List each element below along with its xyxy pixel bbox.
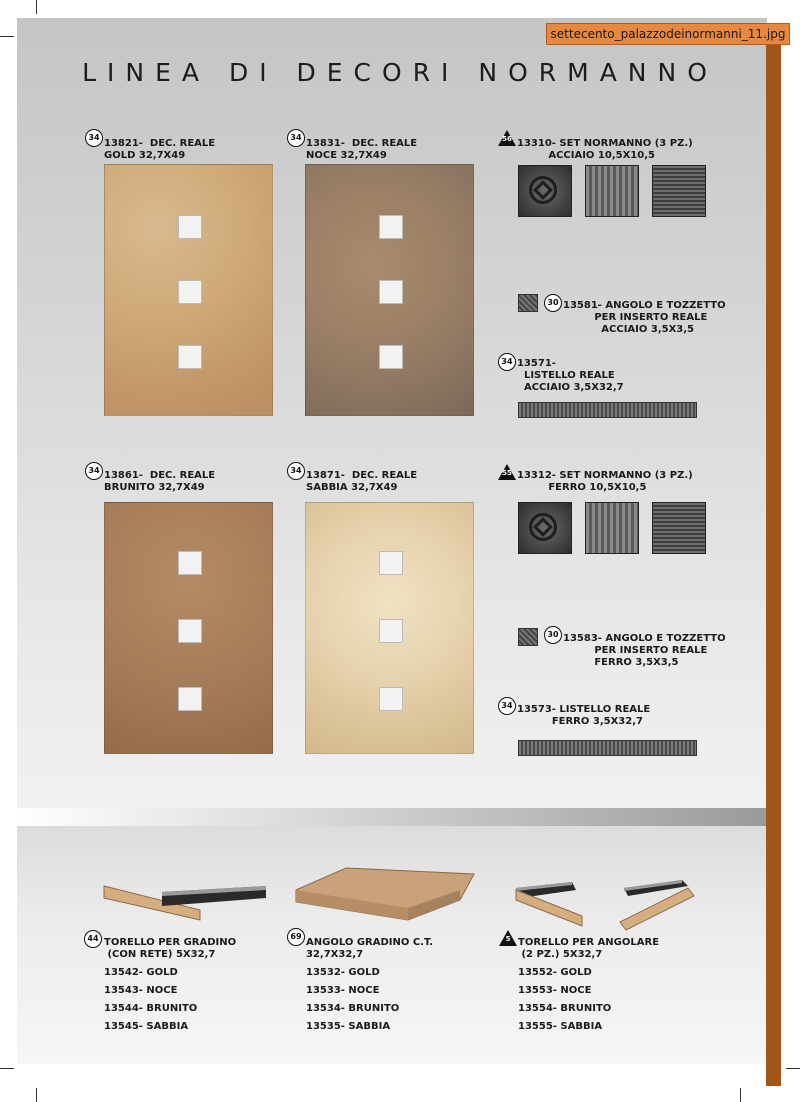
tile-gold xyxy=(104,164,273,416)
product-label-13310: 13310- SET NORMANNO (3 PZ.) ACCIAIO 10,5X10,5 xyxy=(517,138,693,161)
product-label-13573: 13573- LISTELLO REALE FERRO 3,5X32,7 xyxy=(517,704,651,727)
metal-insert-texture xyxy=(652,502,706,554)
tile-inset xyxy=(178,619,202,643)
metal-insert-texture xyxy=(585,165,639,217)
angolo-gradino-image xyxy=(290,862,480,924)
tile-inset xyxy=(178,551,202,575)
tile-noce xyxy=(305,164,474,416)
code-list-item: 13555- SABBIA xyxy=(518,1021,603,1032)
tile-sabbia xyxy=(305,502,474,754)
price-badge: 34 xyxy=(498,353,516,371)
product-label-13821: 13821- DEC. REALE GOLD 32,7X49 xyxy=(104,138,216,161)
corner-piece xyxy=(518,628,538,646)
product-label-13581: 13581- ANGOLO E TOZZETTO PER INSERTO REALE ACCIAIO 3,5X3,5 xyxy=(563,300,726,335)
crop-mark xyxy=(36,0,37,14)
product-title-torello-angolare: TORELLO PER ANGOLARE (2 PZ.) 5X32,7 xyxy=(518,937,660,960)
code-list-item: 13554- BRUNITO xyxy=(518,1003,612,1014)
price-badge: 30 xyxy=(544,294,562,312)
price-badge: 34 xyxy=(85,462,103,480)
product-label-13871: 13871- DEC. REALE SABBIA 32,7X49 xyxy=(306,470,418,493)
code-list-item: 13534- BRUNITO xyxy=(306,1003,400,1014)
code-list-item: 13553- NOCE xyxy=(518,985,592,996)
price-badge-triangle: 55 xyxy=(498,464,516,480)
metal-insert-knot xyxy=(518,165,572,217)
side-accent-bar xyxy=(766,40,781,1086)
code-list-item: 13542- GOLD xyxy=(104,967,178,978)
price-badge-triangle: 5 xyxy=(499,930,517,946)
code-list-item: 13545- SABBIA xyxy=(104,1021,189,1032)
price-badge: 34 xyxy=(287,129,305,147)
tile-inset xyxy=(178,345,202,369)
code-list-item: 13533- NOCE xyxy=(306,985,380,996)
tile-inset xyxy=(379,551,403,575)
product-label-13312: 13312- SET NORMANNO (3 PZ.) FERRO 10,5X10,5 xyxy=(517,470,693,493)
code-list-item: 13552- GOLD xyxy=(518,967,592,978)
torello-gradino-image xyxy=(100,880,270,924)
product-label-13861: 13861- DEC. REALE BRUNITO 32,7X49 xyxy=(104,470,216,493)
code-list-item: 13532- GOLD xyxy=(306,967,380,978)
price-badge: 34 xyxy=(287,462,305,480)
file-name-label: settecento_palazzodeinormanni_11.jpg xyxy=(546,23,790,45)
tile-inset xyxy=(178,687,202,711)
tile-brunito xyxy=(104,502,273,754)
tile-inset xyxy=(379,215,403,239)
listello-strip xyxy=(518,740,697,756)
metal-insert-knot xyxy=(518,502,572,554)
code-list-item: 13544- BRUNITO xyxy=(104,1003,198,1014)
price-badge: 69 xyxy=(287,928,305,946)
product-title-torello-gradino: TORELLO PER GRADINO (CON RETE) 5X32,7 xyxy=(104,937,237,960)
product-label-13583: 13583- ANGOLO E TOZZETTO PER INSERTO REALE FERRO 3,5X3,5 xyxy=(563,633,726,668)
code-list-item: 13543- NOCE xyxy=(104,985,178,996)
page-title: LINEA DI DECORI NORMANNO xyxy=(82,58,718,87)
listello-strip xyxy=(518,402,697,418)
tile-inset xyxy=(379,280,403,304)
price-badge: 34 xyxy=(85,129,103,147)
crop-mark xyxy=(740,1088,741,1102)
price-badge: 34 xyxy=(498,697,516,715)
tile-inset xyxy=(379,687,403,711)
tile-inset xyxy=(379,345,403,369)
tile-inset xyxy=(178,215,202,239)
code-list-item: 13535- SABBIA xyxy=(306,1021,391,1032)
divider-band xyxy=(17,808,767,826)
crop-mark xyxy=(36,1088,37,1102)
tile-inset xyxy=(379,619,403,643)
torello-angolare-image xyxy=(512,876,702,932)
price-badge: 44 xyxy=(84,930,102,948)
metal-insert-texture xyxy=(585,502,639,554)
product-label-13571: 13571- LISTELLO REALE ACCIAIO 3,5X32,7 xyxy=(517,358,624,393)
crop-mark xyxy=(0,1068,14,1069)
corner-piece xyxy=(518,294,538,312)
price-badge-triangle: 56 xyxy=(498,130,516,146)
metal-insert-texture xyxy=(652,165,706,217)
tile-inset xyxy=(178,280,202,304)
product-label-13831: 13831- DEC. REALE NOCE 32,7X49 xyxy=(306,138,418,161)
product-title-angolo-gradino: ANGOLO GRADINO C.T. 32,7X32,7 xyxy=(306,937,434,960)
crop-mark xyxy=(786,1068,800,1069)
crop-mark xyxy=(0,36,14,37)
price-badge: 30 xyxy=(544,626,562,644)
